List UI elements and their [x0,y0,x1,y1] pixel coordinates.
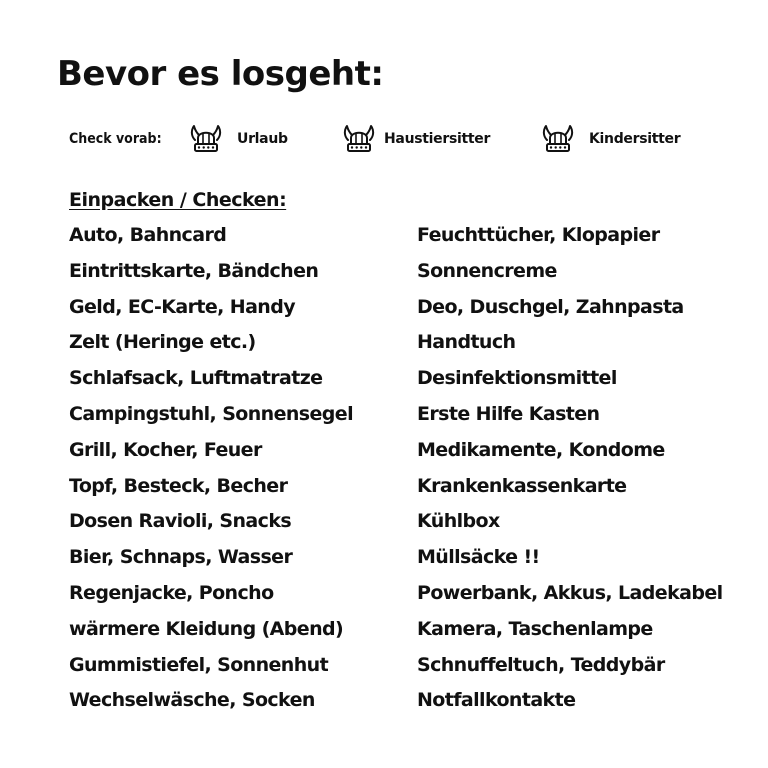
page-title: Bevor es losgeht: [57,54,384,94]
list-item: Regenjacke, Poncho [69,581,274,604]
list-item: Eintrittskarte, Bändchen [69,259,319,282]
list-item: Desinfektionsmittel [417,367,617,390]
list-item: Deo, Duschgel, Zahnpasta [417,295,684,318]
list-item: Kühlbox [417,510,500,533]
list-item: Krankenkassenkarte [417,474,627,497]
list-item: Handtuch [417,331,516,354]
check-item-haustiersitter[interactable] [342,122,490,156]
list-item: Powerbank, Akkus, Ladekabel [417,581,723,604]
check-item-kindersitter[interactable] [541,122,680,156]
check-vorab-row [69,122,709,156]
list-item: Sonnencreme [417,259,557,282]
check-item-urlaub[interactable] [189,122,288,156]
packing-heading: Einpacken / Checken: [69,189,287,211]
list-item: Gummistiefel, Sonnenhut [69,653,329,676]
list-item: Müllsäcke !! [417,546,540,569]
check-item-label: Urlaub [237,131,288,147]
list-item: Auto, Bahncard [69,224,227,246]
list-item: Campingstuhl, Sonnensegel [69,402,353,425]
list-item: Dosen Ravioli, Snacks [69,510,292,533]
list-item: Topf, Besteck, Becher [69,474,288,497]
list-item: Kamera, Taschenlampe [417,617,653,640]
list-item: Feuchttücher, Klopapier [417,224,660,246]
viking-helmet-icon[interactable] [342,122,376,156]
viking-helmet-icon[interactable] [189,122,223,156]
list-item: Medikamente, Kondome [417,438,665,461]
check-item-label: Kindersitter [589,131,681,147]
check-item-label: Haustiersitter [384,131,491,147]
list-item: Notfallkontakte [417,689,576,712]
list-item: Bier, Schnaps, Wasser [69,546,293,569]
check-vorab-label: Check vorab: [69,131,162,147]
list-item: Geld, EC-Karte, Handy [69,295,296,318]
list-item: Erste Hilfe Kasten [417,402,600,425]
list-item: Wechselwäsche, Socken [69,689,315,712]
list-item: Zelt (Heringe etc.) [69,331,256,354]
list-item: Grill, Kocher, Feuer [69,438,262,461]
list-item: wärmere Kleidung (Abend) [69,617,344,640]
viking-helmet-icon[interactable] [541,122,575,156]
list-item: Schlafsack, Luftmatratze [69,367,323,390]
list-item: Schnuffeltuch, Teddybär [417,653,665,676]
packing-list-left [69,218,353,719]
packing-list-right [417,218,723,719]
